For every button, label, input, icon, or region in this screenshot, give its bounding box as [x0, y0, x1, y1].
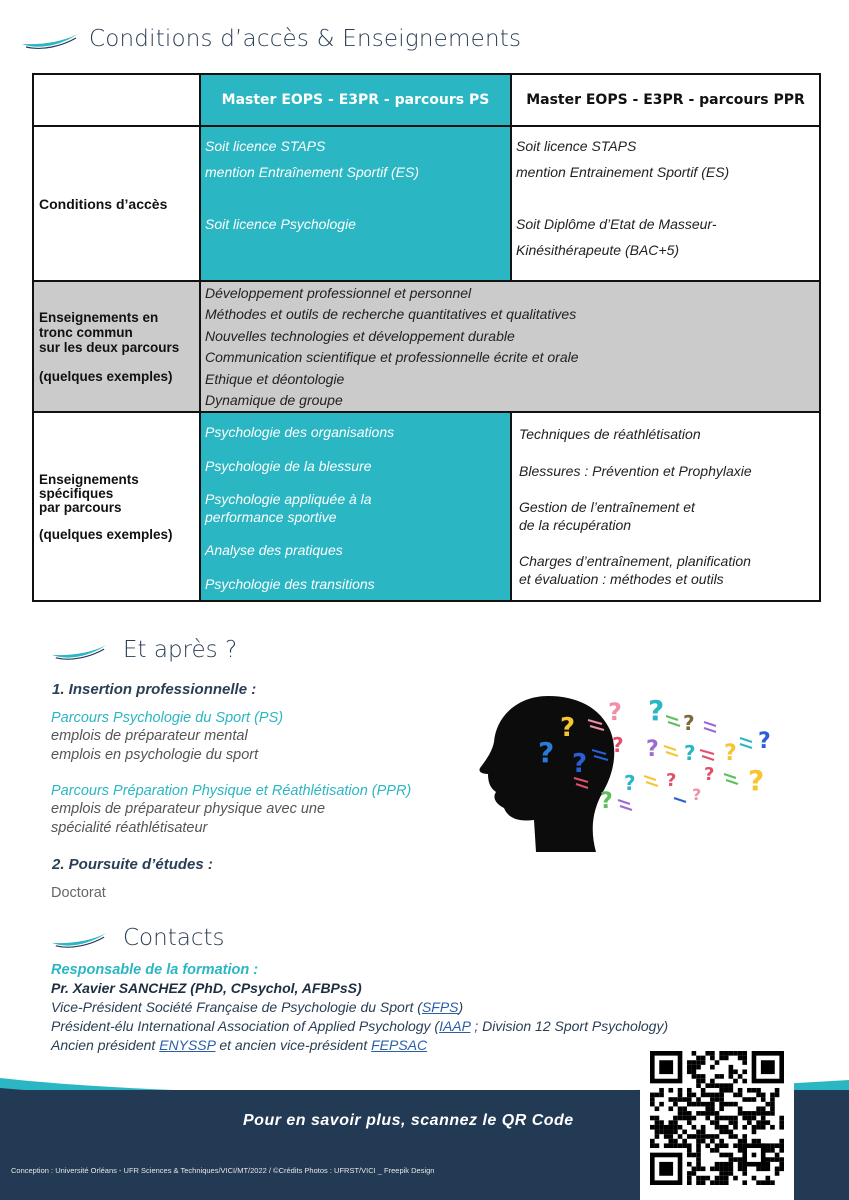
specific-ps-item: Psychologie de la blessure: [205, 457, 372, 474]
access-ppr-line: [516, 185, 819, 211]
credits-text: Conception : Université Orléans - UFR Sciences & Techniques/VICI/MT/2022 / ©Crédits Photos : UFRST/VICI _ Freepik Design: [11, 1166, 435, 1175]
contact-line-sfps: [51, 999, 463, 1015]
svg-text:?: ?: [624, 771, 636, 795]
svg-text:?: ?: [683, 711, 695, 735]
specific-ppr-item: de la récupération: [519, 516, 632, 533]
page-title: Conditions d’accès & Enseignements: [89, 26, 522, 52]
scan-caption: Pour en savoir plus, scannez le QR Code: [243, 1112, 574, 1129]
access-ps-line: Soit licence STAPS: [205, 138, 326, 154]
specific-ppr-item: et évaluation : méthodes et outils: [519, 570, 724, 587]
swoosh-logo-icon: [50, 929, 108, 951]
access-ppr-line: Soit Diplôme d’Etat de Masseur-: [516, 216, 717, 232]
common-label-line: Enseignements en: [39, 309, 159, 325]
access-ppr-line: mention Entrainement Sportif (ES): [516, 164, 730, 180]
qr-code-icon: [650, 1051, 784, 1185]
row-header-access: Conditions d’accès: [33, 126, 200, 281]
iaap-link[interactable]: IAAP: [439, 1018, 471, 1034]
ppr-path-title: Parcours Préparation Physique et Réathlétisation (PPR): [51, 783, 412, 799]
contact-text: Ancien président: [51, 1037, 160, 1053]
ppr-job-line: emplois de préparateur physique avec une: [51, 801, 326, 817]
responsable-label: Responsable de la formation :: [51, 962, 259, 978]
common-course-item: Méthodes et outils de recherche quantitatives et qualitatives: [205, 306, 577, 323]
svg-text:?: ?: [560, 713, 576, 743]
poursuite-value: Doctorat: [51, 885, 106, 901]
specific-ps-item: Psychologie des organisations: [205, 424, 395, 441]
svg-text:?: ?: [684, 741, 696, 765]
insertion-heading: 1. Insertion professionnelle :: [52, 681, 257, 698]
access-ps-cell: [200, 126, 511, 281]
common-label-line: tronc commun: [39, 324, 133, 340]
col-header-ps: Master EOPS - E3PR - parcours PS: [200, 74, 511, 126]
fepsac-link[interactable]: FEPSAC: [371, 1037, 428, 1053]
section-title-contacts: Contacts: [123, 925, 225, 951]
row-header-common: [33, 281, 200, 412]
contact-text: ): [458, 999, 464, 1015]
qr-code[interactable]: [640, 1040, 794, 1200]
row-header-specific: [33, 412, 200, 601]
svg-text:?: ?: [600, 789, 613, 814]
access-ps-line: mention Entraînement Sportif (ES): [205, 164, 419, 180]
svg-text:?: ?: [572, 749, 588, 779]
access-ps-line: Soit licence Psychologie: [205, 216, 356, 232]
specific-ppr-item: Blessures : Prévention et Prophylaxie: [519, 462, 752, 479]
specific-label-line: spécifiques: [39, 485, 114, 501]
ps-job-line: emplois de préparateur mental: [51, 728, 248, 744]
program-table: [32, 73, 821, 602]
contact-text: Vice-Président Société Française de Psychologie du Sport (: [51, 999, 422, 1015]
access-ppr-line: Soit licence STAPS: [516, 138, 637, 154]
common-label-line: sur les deux parcours: [39, 339, 180, 355]
thinking-head-illustration: [478, 690, 788, 855]
common-courses-cell: [200, 281, 820, 412]
specific-label-line: par parcours: [39, 499, 122, 515]
ps-job-line: emplois en psychologie du sport: [51, 747, 259, 763]
access-ppr-cell: [511, 126, 820, 281]
common-course-item: Communication scientifique et professionnelle écrite et orale: [205, 349, 579, 366]
specific-label-line: Enseignements: [39, 471, 139, 487]
contact-text: Président-élu International Association of Applied Psychology (: [51, 1018, 440, 1034]
ps-path-title: Parcours Psychologie du Sport (PS): [51, 710, 284, 726]
table-corner: [33, 74, 200, 126]
svg-text:?: ?: [648, 694, 665, 727]
svg-text:?: ?: [608, 698, 622, 726]
contact-text: ; Division 12 Sport Psychology): [470, 1018, 669, 1034]
responsable-name: Pr. Xavier SANCHEZ (PhD, CPsychol, AFBPsS): [51, 980, 362, 996]
specific-ps-item: performance sportive: [205, 508, 337, 525]
svg-text:?: ?: [612, 733, 624, 757]
col-header-ppr: Master EOPS - E3PR - parcours PPR: [511, 74, 820, 126]
specific-ps-item: Psychologie appliquée à la: [205, 491, 372, 508]
ppr-job-line: spécialité réathlétisateur: [51, 820, 208, 836]
contact-line-enyssp: [51, 1037, 427, 1053]
specific-examples: (quelques exemples): [39, 526, 173, 542]
contact-text: et ancien vice-président: [215, 1037, 372, 1053]
svg-text:?: ?: [666, 770, 677, 791]
common-course-item: Ethique et déontologie: [205, 370, 345, 387]
contact-line-iaap: [51, 1018, 668, 1034]
svg-text:?: ?: [646, 737, 659, 762]
common-examples: (quelques exemples): [39, 368, 173, 384]
specific-ppr-item: Techniques de réathlétisation: [519, 426, 701, 443]
svg-text:?: ?: [758, 729, 771, 754]
specific-ps-item: Analyse des pratiques: [205, 542, 343, 559]
poursuite-heading: 2. Poursuite d’études :: [52, 856, 213, 873]
specific-ppr-item: Gestion de l’entraînement et: [519, 499, 695, 516]
svg-text:?: ?: [692, 785, 702, 804]
common-course-item: Dynamique de groupe: [205, 392, 343, 409]
svg-text:?: ?: [538, 736, 555, 769]
sfps-link[interactable]: SFPS: [421, 999, 459, 1015]
common-course-item: Nouvelles technologies et développement durable: [205, 327, 515, 344]
swoosh-logo-icon: [50, 641, 108, 663]
access-ppr-line: Kinésithérapeute (BAC+5): [516, 242, 680, 258]
section-title-apres: Et après ?: [123, 637, 238, 663]
enyssp-link[interactable]: ENYSSP: [159, 1037, 216, 1053]
specific-ps-item: Psychologie des transitions: [205, 575, 375, 592]
specific-ppr-item: Charges d’entraînement, planification: [519, 553, 751, 570]
specific-ppr-cell: [511, 412, 820, 601]
svg-text:?: ?: [704, 764, 715, 785]
common-course-item: Développement professionnel et personnel: [205, 285, 472, 301]
svg-text:?: ?: [724, 741, 737, 766]
svg-text:?: ?: [748, 764, 765, 797]
specific-ps-cell: [200, 412, 511, 601]
swoosh-logo-icon: [20, 30, 80, 52]
access-ps-line: [205, 185, 510, 211]
